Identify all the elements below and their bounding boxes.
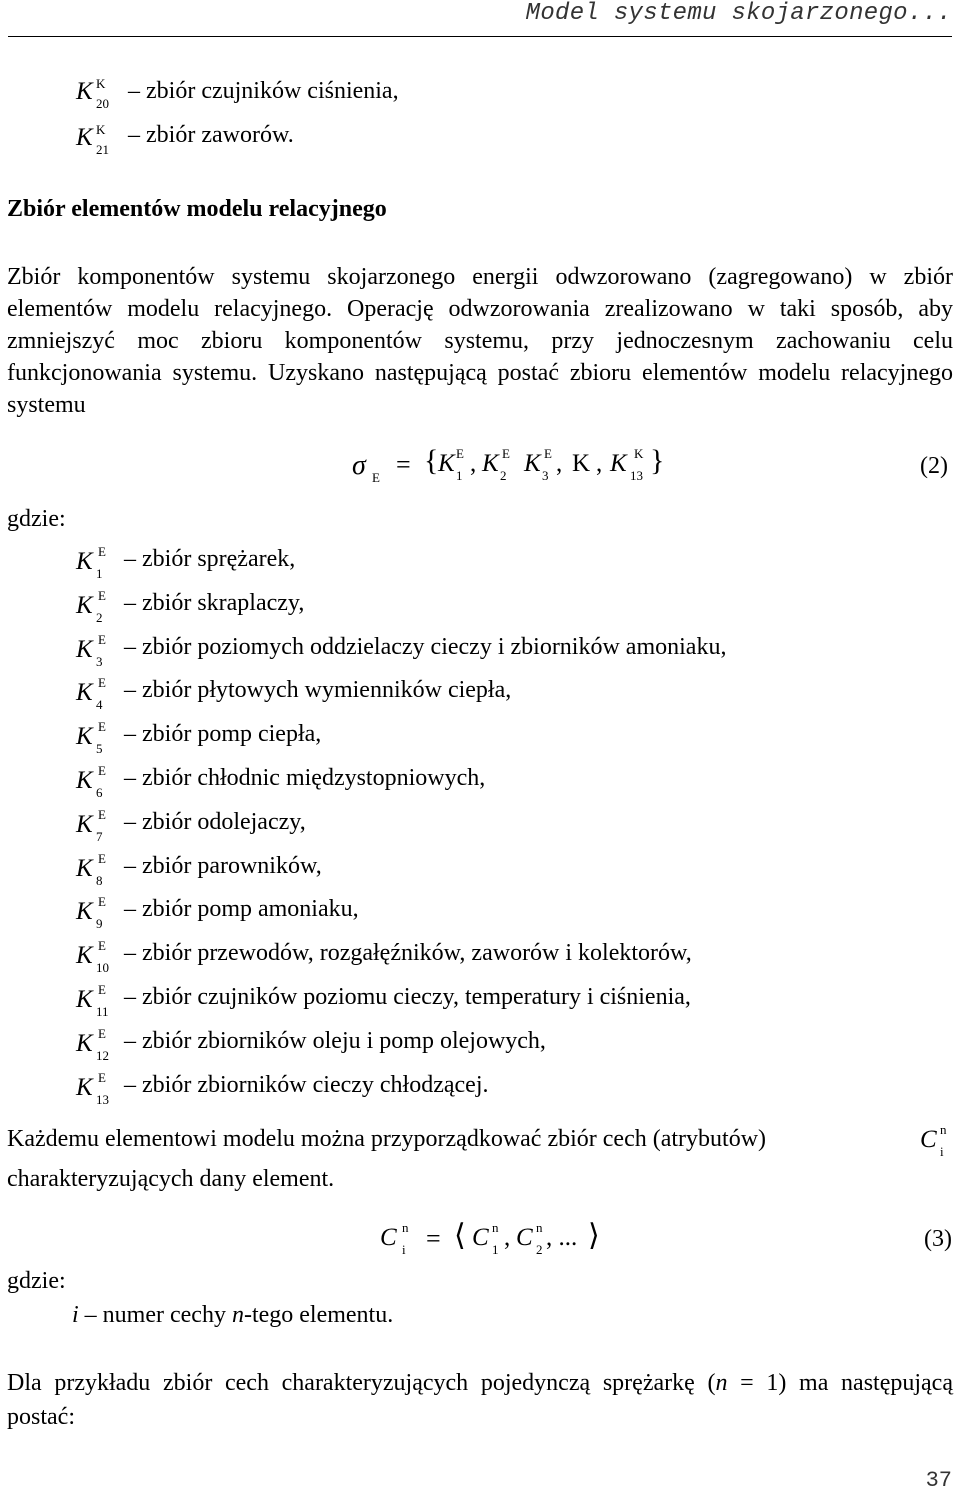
list-item-desc: – zbiór sprężarek, [124,546,296,572]
gdzie-label: gdzie: [7,1268,66,1294]
list-item-desc: – zbiór poziomych oddzielaczy cieczy i zbiorników amoniaku, [124,634,727,660]
equation-number-3: (3) [924,1226,952,1252]
symbol-n: n [715,1370,728,1396]
body-paragraph: Zbiór komponentów systemu skojarzonego energii odwzorowano (zagregowano) w zbiór elementów modelu relacyjnego. Operację odwzorowania zrealizowano w taki sposób, aby zmniejszyć moc zbioru komponentów systemu, przy jednoczesnym zachowaniu celu funkcjonowania systemu. Uzyskano następującą postać zbioru elementów modelu relacyjnego systemu [7,264,953,418]
gdzie-label: gdzie: [7,506,66,532]
list-item-desc: – zbiór zbiorników oleju i pomp olejowych, [124,1028,546,1054]
list-item-desc: – zbiór pomp amoniaku, [124,896,359,922]
list-item-desc: – zbiór czujników ciśnienia, [128,78,399,104]
equation-number-2: (2) [920,453,948,479]
list-item-desc: – zbiór chłodnic międzystopniowych, [124,765,486,791]
list-item-desc: – zbiór pomp ciepła, [124,721,322,747]
list-item-desc: – zbiór przewodów, rozgałęźników, zaworów i kolektorów, [124,940,692,966]
list-item-desc: – zbiór zaworów. [128,122,294,148]
section-heading: Zbiór elementów modelu relacyjnego [7,196,387,222]
body-paragraph: Dla przykładu zbiór cech charakteryzujących pojedynczą sprężarkę (n = 1) ma następującą postać: [7,1370,953,1430]
body-paragraph-line: charakteryzujących dany element. [7,1166,335,1192]
list-item-desc: – zbiór odolejaczy, [124,809,306,835]
list-item-desc: – zbiór płytowych wymienników ciepła, [124,677,512,703]
list-item-desc: – zbiór zbiorników cieczy chłodzącej. [124,1072,489,1098]
symbol-i: i [72,1302,79,1328]
list-item-desc: – zbiór skraplaczy, [124,590,305,616]
definition-line: i – numer cechy n-tego elementu. [72,1302,394,1328]
list-item-desc: – zbiór parowników, [124,853,322,879]
list-item-desc: – zbiór czujników poziomu cieczy, temperatury i ciśnienia, [124,984,691,1010]
symbol-n: n [231,1302,244,1328]
page-number: 37 [925,1468,952,1493]
header-rule [8,36,952,37]
running-header: Model systemu skojarzonego... [525,0,952,27]
body-paragraph-line: Każdemu elementowi modelu można przyporządkować zbiór cech (atrybutów) [7,1126,767,1152]
